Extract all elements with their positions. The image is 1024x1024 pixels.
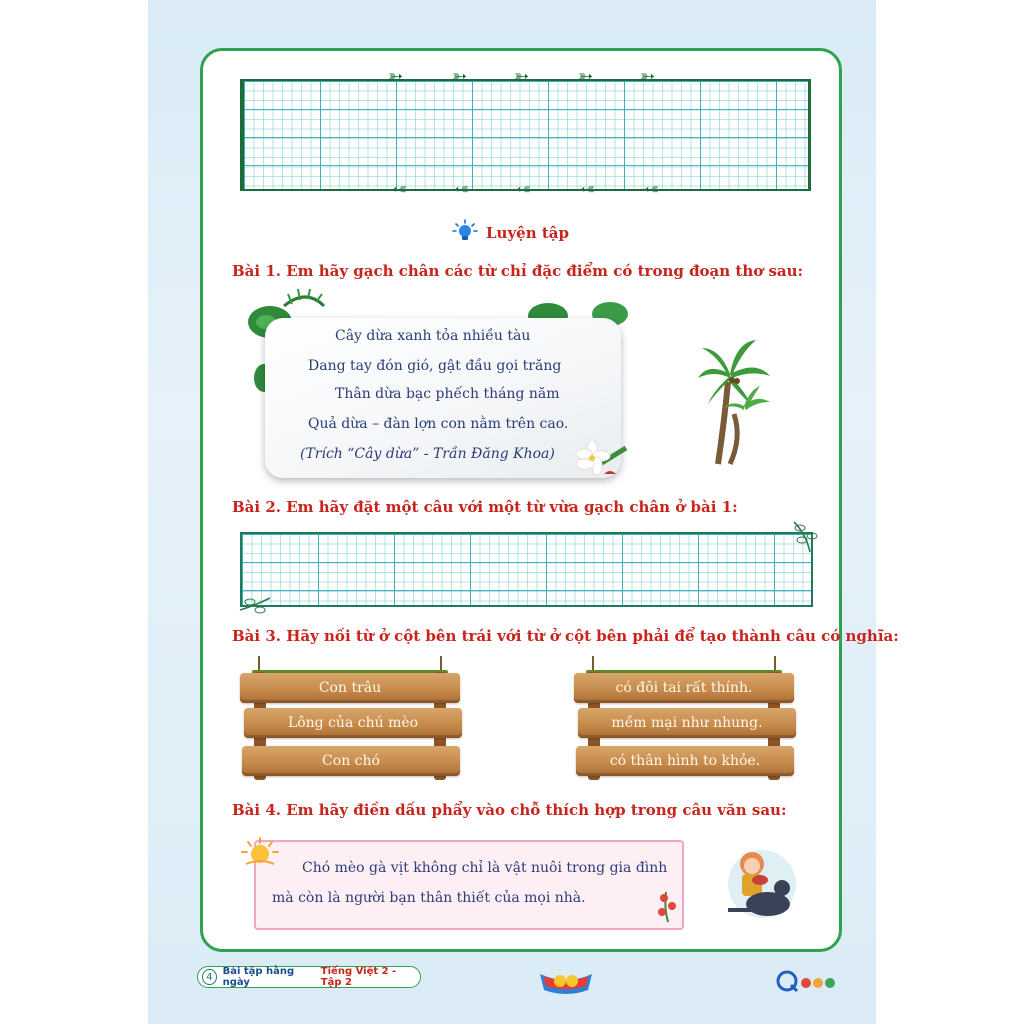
- poem-line: Cây dừa xanh tỏa nhiều tàu: [335, 328, 531, 344]
- poem-line: Dang tay đón gió, gật đầu gọi trăng: [308, 358, 562, 374]
- leaf-arrow-icon: ➳: [578, 66, 594, 87]
- leaf-arrow-icon: ➳: [580, 179, 596, 200]
- match-right-item[interactable]: [576, 746, 794, 776]
- poem-card: [265, 318, 621, 478]
- exercise-2-title: Bài 2. Em hãy đặt một câu với một từ vừa gạch chân ở bài 1:: [232, 498, 738, 516]
- footer-series: Bài tập hằng ngày: [222, 966, 295, 988]
- match-left-text: Con chó: [322, 753, 380, 769]
- practice-title: Luyện tập: [486, 224, 569, 242]
- exercise-1-title: Bài 1. Em hãy gạch chân các từ chỉ đặc điểm có trong đoạn thơ sau:: [232, 262, 804, 280]
- leaf-arrow-icon: ➳: [516, 179, 532, 200]
- cd-logo: [538, 968, 594, 994]
- handwriting-grid-top[interactable]: [240, 79, 811, 191]
- poem-line: Thân dừa bạc phếch tháng năm: [335, 386, 560, 402]
- page-number: 4: [202, 969, 217, 985]
- poem-source: (Trích “Cây dừa” - Trần Đăng Khoa): [300, 446, 555, 462]
- footer-subject: Tiếng Việt 2 - Tập 2: [320, 966, 397, 988]
- match-left-text: Lông của chú mèo: [287, 715, 419, 731]
- sentence-line: Chó mèo gà vịt không chỉ là vật nuôi trong gia đình: [302, 860, 668, 876]
- match-left-item[interactable]: [242, 746, 460, 776]
- match-right-text: có đôi tai rất thính.: [615, 680, 753, 696]
- match-right-item[interactable]: [578, 708, 796, 738]
- match-right-text: có thân hình to khỏe.: [609, 753, 761, 769]
- publisher-logo: [776, 968, 842, 994]
- footer-series-label: [197, 966, 421, 988]
- handwriting-grid-answer[interactable]: [240, 532, 813, 607]
- match-left-item[interactable]: [244, 708, 462, 738]
- lightbulb-icon: [452, 219, 478, 247]
- leaf-arrow-icon: ➳: [388, 66, 404, 87]
- match-left-item[interactable]: [240, 673, 460, 703]
- match-left-text: Con trâu: [318, 680, 382, 696]
- poem-line: Quả dừa – đàn lợn con nằm trên cao.: [308, 416, 569, 432]
- leaf-arrow-icon: ➳: [640, 66, 656, 87]
- leaf-arrow-icon: ➳: [392, 179, 408, 200]
- exercise-4-title: Bài 4. Em hãy điền dấu phẩy vào chỗ thích hợp trong câu văn sau:: [232, 801, 787, 819]
- practice-section-header: [452, 220, 569, 246]
- leaf-arrow-icon: ➳: [644, 179, 660, 200]
- match-right-text: mềm mại như nhung.: [611, 715, 763, 731]
- leaf-arrow-icon: ➳: [454, 179, 470, 200]
- leaf-arrow-icon: ➳: [452, 66, 468, 87]
- match-right-item[interactable]: [574, 673, 794, 703]
- sentence-line: mà còn là người bạn thân thiết của mọi nhà.: [272, 890, 586, 906]
- sentence-box[interactable]: [254, 840, 684, 930]
- leaf-arrow-icon: ➳: [514, 66, 530, 87]
- exercise-3-title: Bài 3. Hãy nối từ ở cột bên trái với từ ở cột bên phải để tạo thành câu có nghĩa:: [232, 627, 899, 645]
